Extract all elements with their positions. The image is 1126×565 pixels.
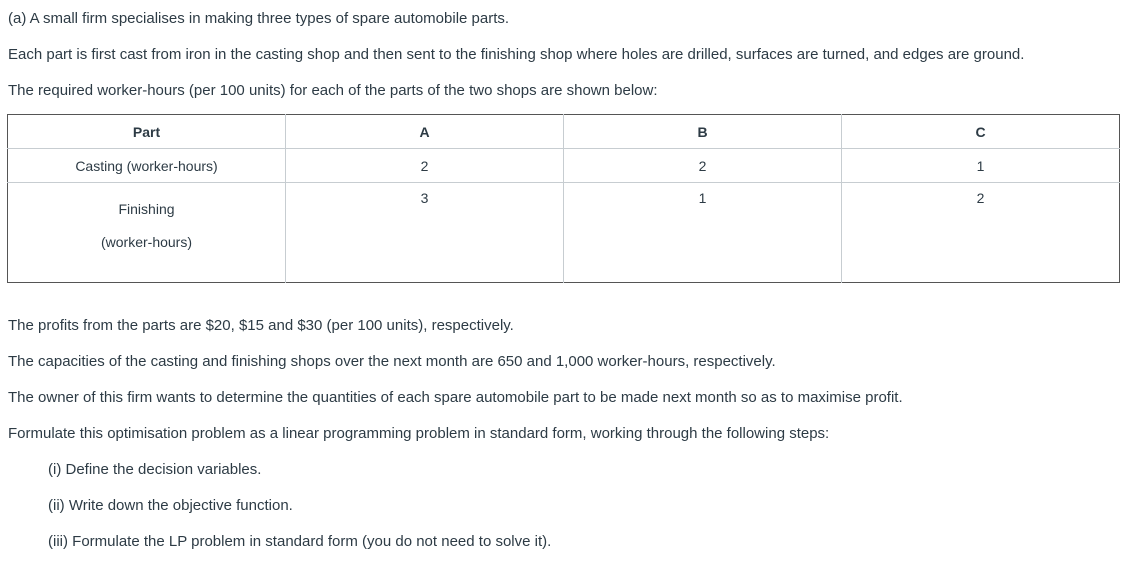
cell-finishing-c: 2 — [842, 183, 1120, 283]
table-header-row — [8, 115, 1120, 149]
cell-finishing-b: 1 — [564, 183, 842, 283]
worker-hours-table — [7, 114, 1120, 283]
cell-casting-b: 2 — [564, 149, 842, 183]
capacities-line: The capacities of the casting and finishing shops over the next month are 650 and 1,000 worker-hours, respectively. — [8, 353, 776, 370]
formulate-line: Formulate this optimisation problem as a linear programming problem in standard form, working through the following steps: — [8, 425, 830, 442]
row-label-finishing-line2: (worker-hours) — [100, 234, 192, 250]
cell-casting-a: 2 — [286, 149, 564, 183]
cell-casting-c: 1 — [842, 149, 1120, 183]
table-row-finishing — [8, 183, 1120, 283]
intro-line-1: (a) A small firm specialises in making three types of spare automobile parts. — [8, 10, 510, 27]
header-c: C — [842, 115, 1120, 149]
row-label-casting: Casting (worker-hours) — [8, 149, 286, 183]
row-label-finishing-line1: Finishing — [118, 201, 175, 217]
intro-line-3: The required worker-hours (per 100 units) for each of the parts of the two shops are shown below: — [8, 82, 658, 99]
profits-line: The profits from the parts are $20, $15 and $30 (per 100 units), respectively. — [8, 317, 514, 334]
cell-finishing-a: 3 — [286, 183, 564, 283]
row-label-finishing — [8, 183, 286, 283]
step-i: (i) Define the decision variables. — [48, 461, 262, 478]
intro-line-2: Each part is first cast from iron in the casting shop and then sent to the finishing shop where holes are drilled, surfaces are turned, and edges are ground. — [8, 46, 1025, 63]
step-iii: (iii) Formulate the LP problem in standard form (you do not need to solve it). — [48, 533, 552, 550]
header-part: Part — [132, 123, 161, 140]
step-ii: (ii) Write down the objective function. — [48, 497, 293, 514]
header-b: B — [564, 115, 842, 149]
table-row-casting — [8, 149, 1120, 183]
header-a: A — [286, 115, 564, 149]
owner-line: The owner of this firm wants to determine the quantities of each spare automobile part to be made next month so as to maximise profit. — [8, 389, 903, 406]
